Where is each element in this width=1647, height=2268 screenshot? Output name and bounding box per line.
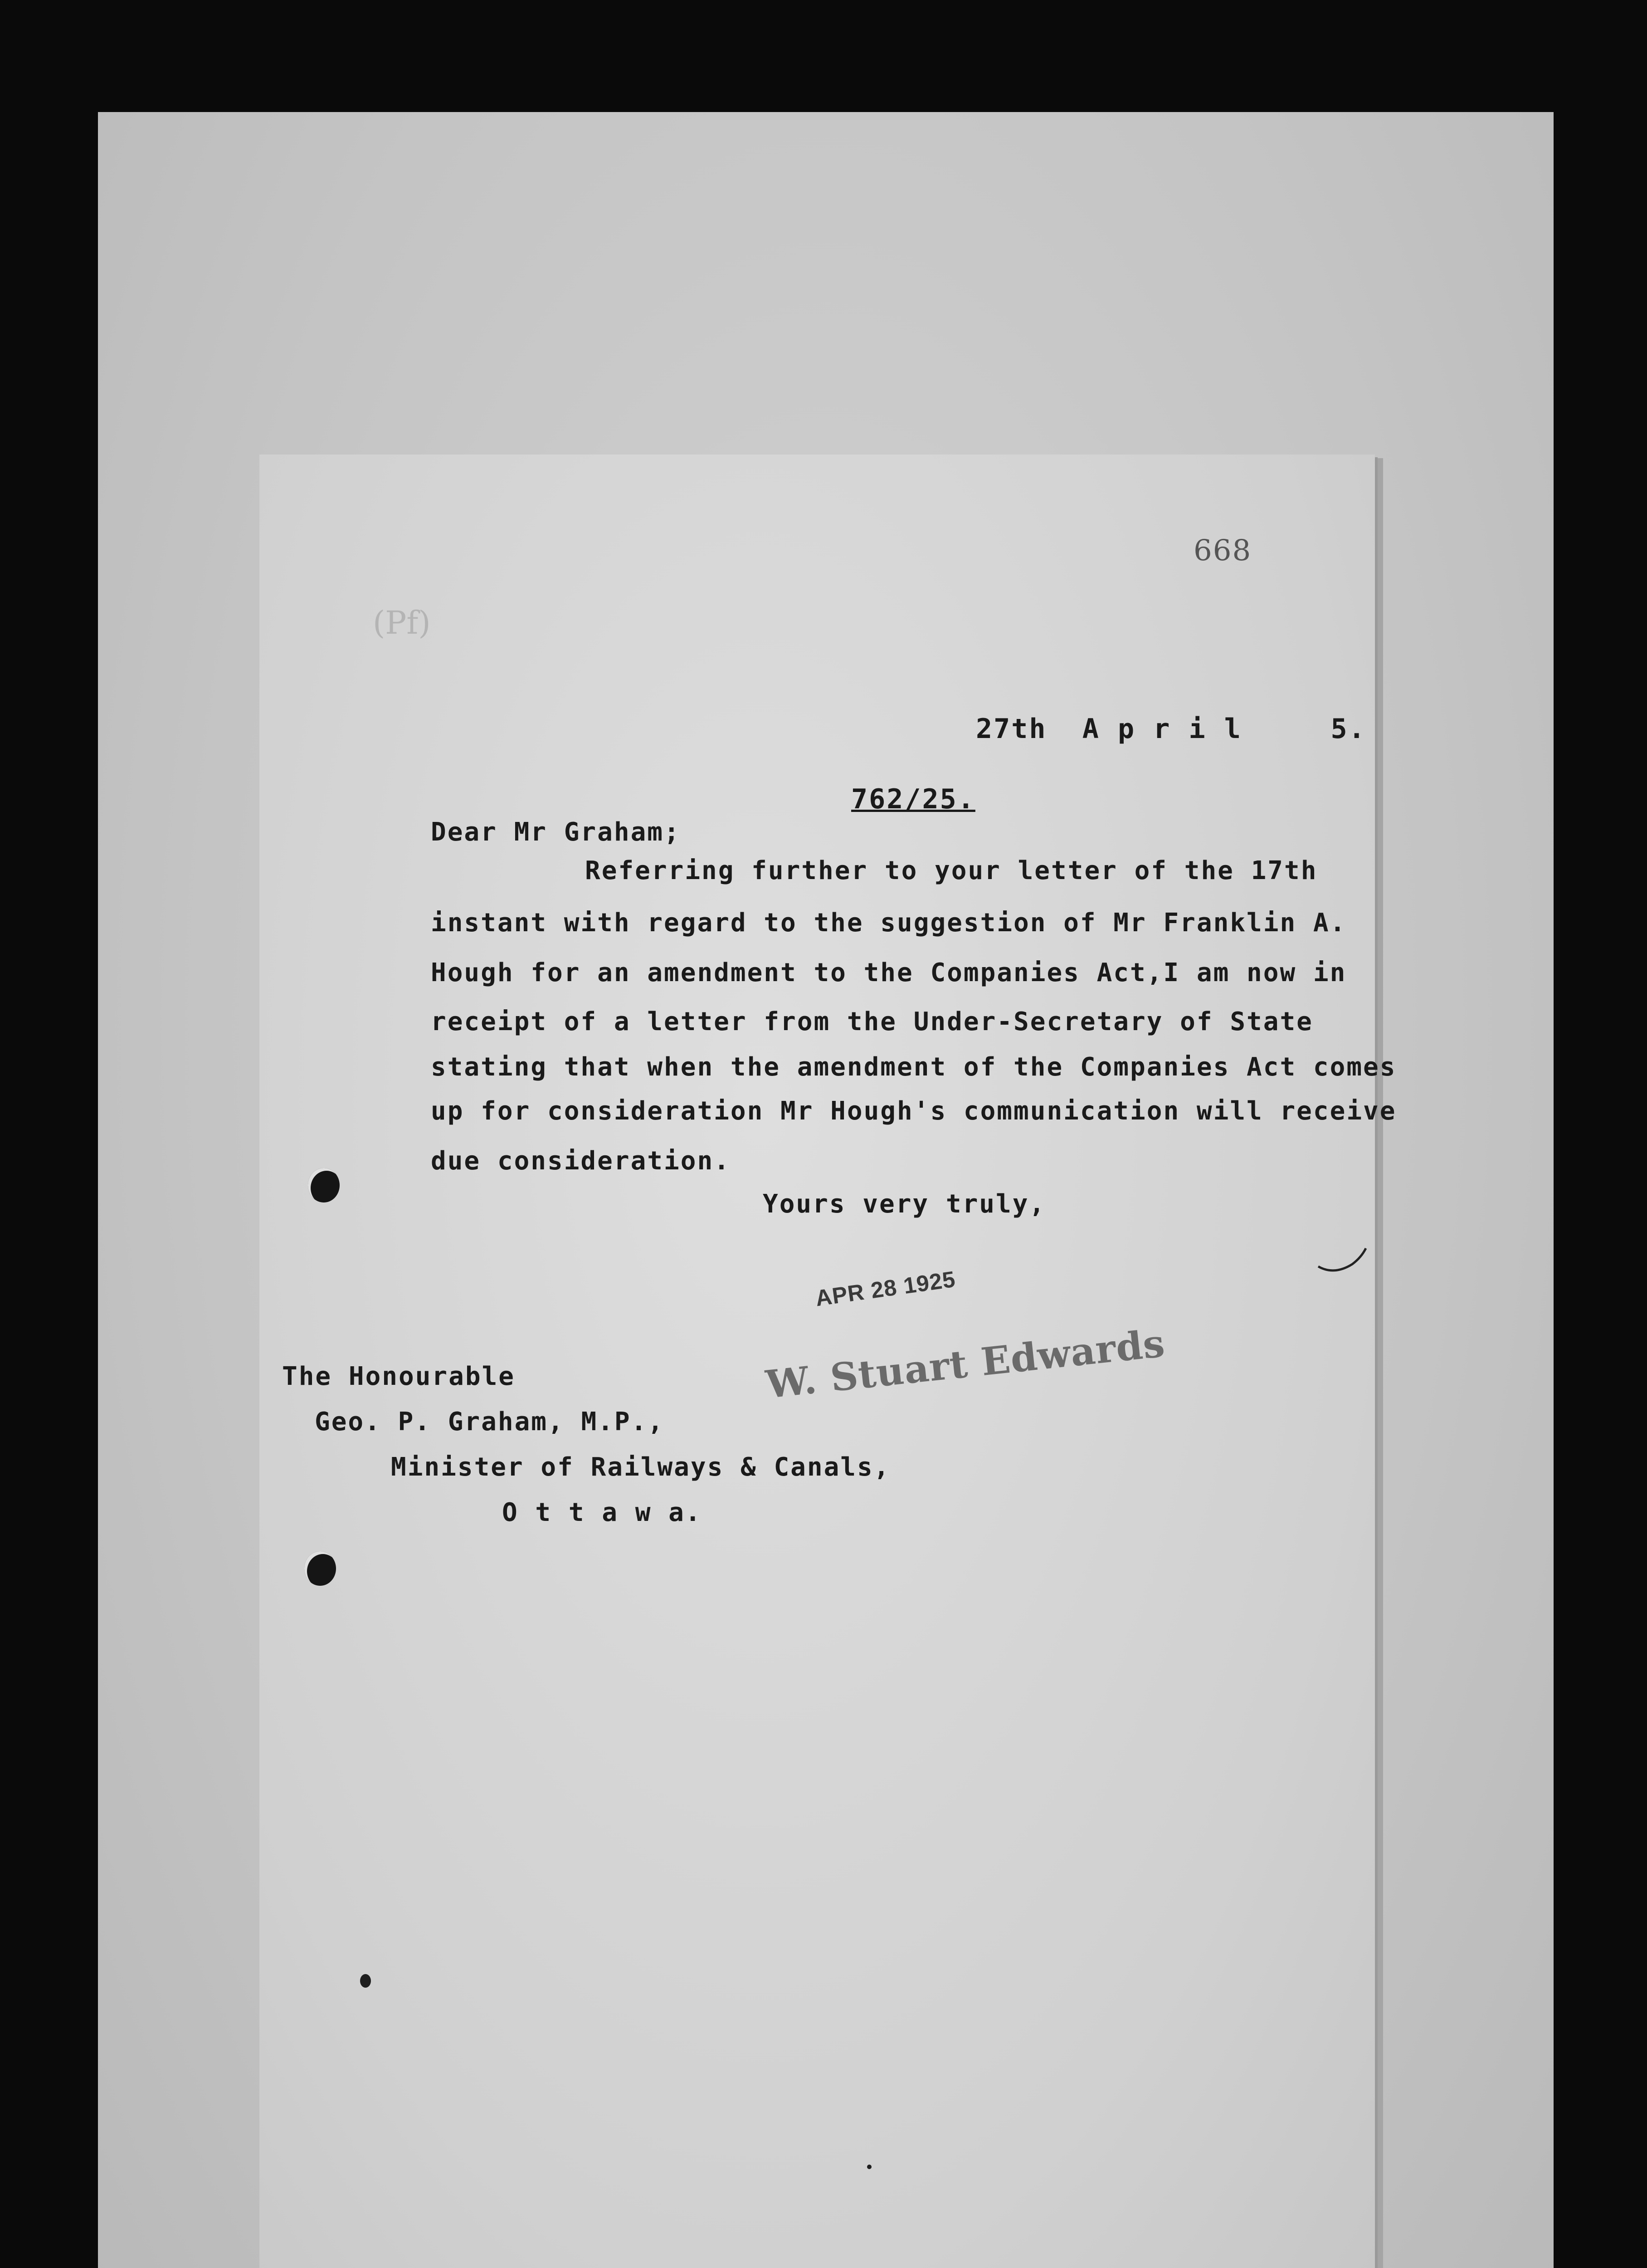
- address-line-2: Geo. P. Graham, M.P.,: [315, 1407, 665, 1437]
- address-line-1: The Honourable: [282, 1362, 516, 1391]
- salutation: Dear Mr Graham;: [431, 817, 681, 847]
- page-number: 668: [1194, 534, 1252, 567]
- letter-page: [259, 455, 1397, 2268]
- body-line-2: instant with regard to the suggestion of Mr Franklin A.: [431, 908, 1347, 938]
- punch-hole-bottom: [304, 1551, 336, 1586]
- body-line-1: Referring further to your letter of the 17th: [585, 856, 1318, 885]
- ink-spot: [360, 1974, 371, 1988]
- faded-pencil-mark: (Pf): [373, 604, 431, 641]
- ink-dot: [867, 2165, 872, 2169]
- closing: Yours very truly,: [763, 1189, 1046, 1219]
- address-line-3: Minister of Railways & Canals,: [391, 1452, 891, 1482]
- body-line-6: up for consideration Mr Hough's communication will receive: [431, 1096, 1397, 1126]
- received-date-stamp: APR 28 1925: [814, 1266, 957, 1311]
- punch-hole-top: [308, 1168, 340, 1202]
- letter-shadow: [1374, 458, 1383, 2268]
- file-reference: 762/25.: [851, 783, 975, 815]
- body-line-4: receipt of a letter from the Under-Secretary of State: [431, 1007, 1313, 1036]
- address-line-4: O t t a w a.: [502, 1498, 702, 1527]
- letter-date: 27th A p r i l 5.: [976, 713, 1366, 745]
- pen-flourish: [1316, 1244, 1370, 1280]
- signature-stamp: W. Stuart Edwards: [764, 1320, 1167, 1407]
- body-line-5: stating that when the amendment of the Companies Act comes: [431, 1052, 1397, 1082]
- body-line-7: due consideration.: [431, 1146, 731, 1176]
- body-line-3: Hough for an amendment to the Companies Act,I am now in: [431, 958, 1347, 987]
